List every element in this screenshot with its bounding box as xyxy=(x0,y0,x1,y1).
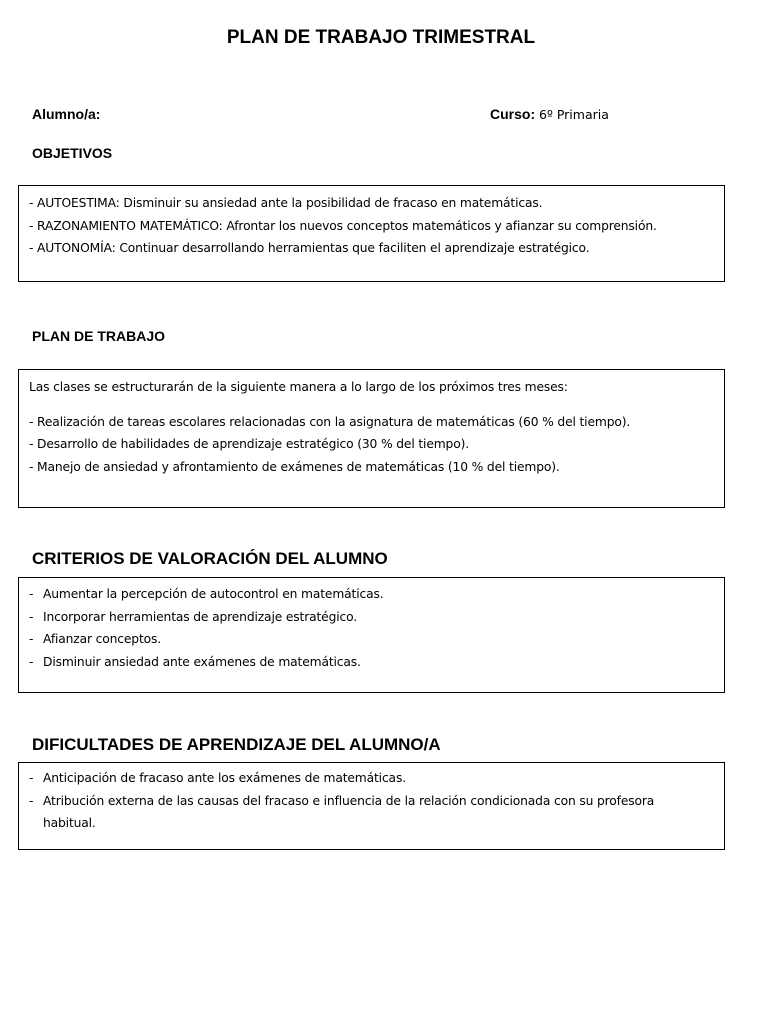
criteria-item-text: Incorporar herramientas de aprendizaje estratégico. xyxy=(43,609,358,624)
criteria-box xyxy=(18,577,725,693)
course-label: Curso: xyxy=(490,106,536,122)
difficulty-item-text: Atribución externa de las causas del fracaso e influencia de la relación condicionada con su profesora habitual. xyxy=(43,793,655,830)
criteria-item: - Incorporar herramientas de aprendizaje estratégico. xyxy=(29,606,714,629)
objective-item: - AUTONOMÍA: Continuar desarrollando herramientas que faciliten el aprendizaje estratégico. xyxy=(29,241,590,255)
objectives-heading: OBJETIVOS xyxy=(32,145,113,161)
objective-item: - AUTOESTIMA: Disminuir su ansiedad ante la posibilidad de fracaso en matemáticas. xyxy=(29,196,543,210)
criteria-item: - Aumentar la percepción de autocontrol en matemáticas. xyxy=(29,583,714,606)
criteria-item-text: Afianzar conceptos. xyxy=(43,632,162,646)
page-title: PLAN DE TRABAJO TRIMESTRAL xyxy=(226,27,536,48)
work-plan-heading: PLAN DE TRABAJO xyxy=(32,328,166,344)
difficulty-item: - Anticipación de fracaso ante los exámenes de matemáticas. xyxy=(29,767,704,790)
criteria-item-text: Aumentar la percepción de autocontrol en matemáticas. xyxy=(43,587,384,601)
course-field xyxy=(490,106,609,122)
work-plan-item: - Manejo de ansiedad y afrontamiento de exámenes de matemáticas (10 % del tiempo). xyxy=(29,459,560,474)
work-plan-item: - Desarrollo de habilidades de aprendizaje estratégico (30 % del tiempo). xyxy=(29,437,469,451)
criteria-heading: CRITERIOS DE VALORACIÓN DEL ALUMNO xyxy=(32,549,388,568)
objectives-box xyxy=(18,185,725,282)
work-plan-item: - Realización de tareas escolares relacionadas con la asignatura de matemáticas (60 % del tiempo). xyxy=(29,414,631,429)
criteria-item-text: Disminuir ansiedad ante exámenes de matemáticas. xyxy=(43,654,361,669)
criteria-item: - Disminuir ansiedad ante exámenes de matemáticas. xyxy=(29,651,714,674)
difficulties-box xyxy=(18,762,725,850)
objective-item: - RAZONAMIENTO MATEMÁTICO: Afrontar los nuevos conceptos matemáticos y afianzar su comprensión. xyxy=(29,218,657,233)
student-label: Alumno/a: xyxy=(32,106,101,122)
work-plan-intro: Las clases se estructurarán de la siguiente manera a lo largo de los próximos tres meses: xyxy=(29,380,568,394)
difficulty-item: - Atribución externa de las causas del fracaso e influencia de la relación condicionada con su profesora habitual. xyxy=(29,790,704,835)
criteria-item: - Afianzar conceptos. xyxy=(29,628,714,651)
difficulties-heading: DIFICULTADES DE APRENDIZAJE DEL ALUMNO/A xyxy=(32,735,441,754)
difficulty-item-text: Anticipación de fracaso ante los exámenes de matemáticas. xyxy=(43,771,406,785)
course-value: 6º Primaria xyxy=(539,107,609,122)
work-plan-box xyxy=(18,369,725,508)
